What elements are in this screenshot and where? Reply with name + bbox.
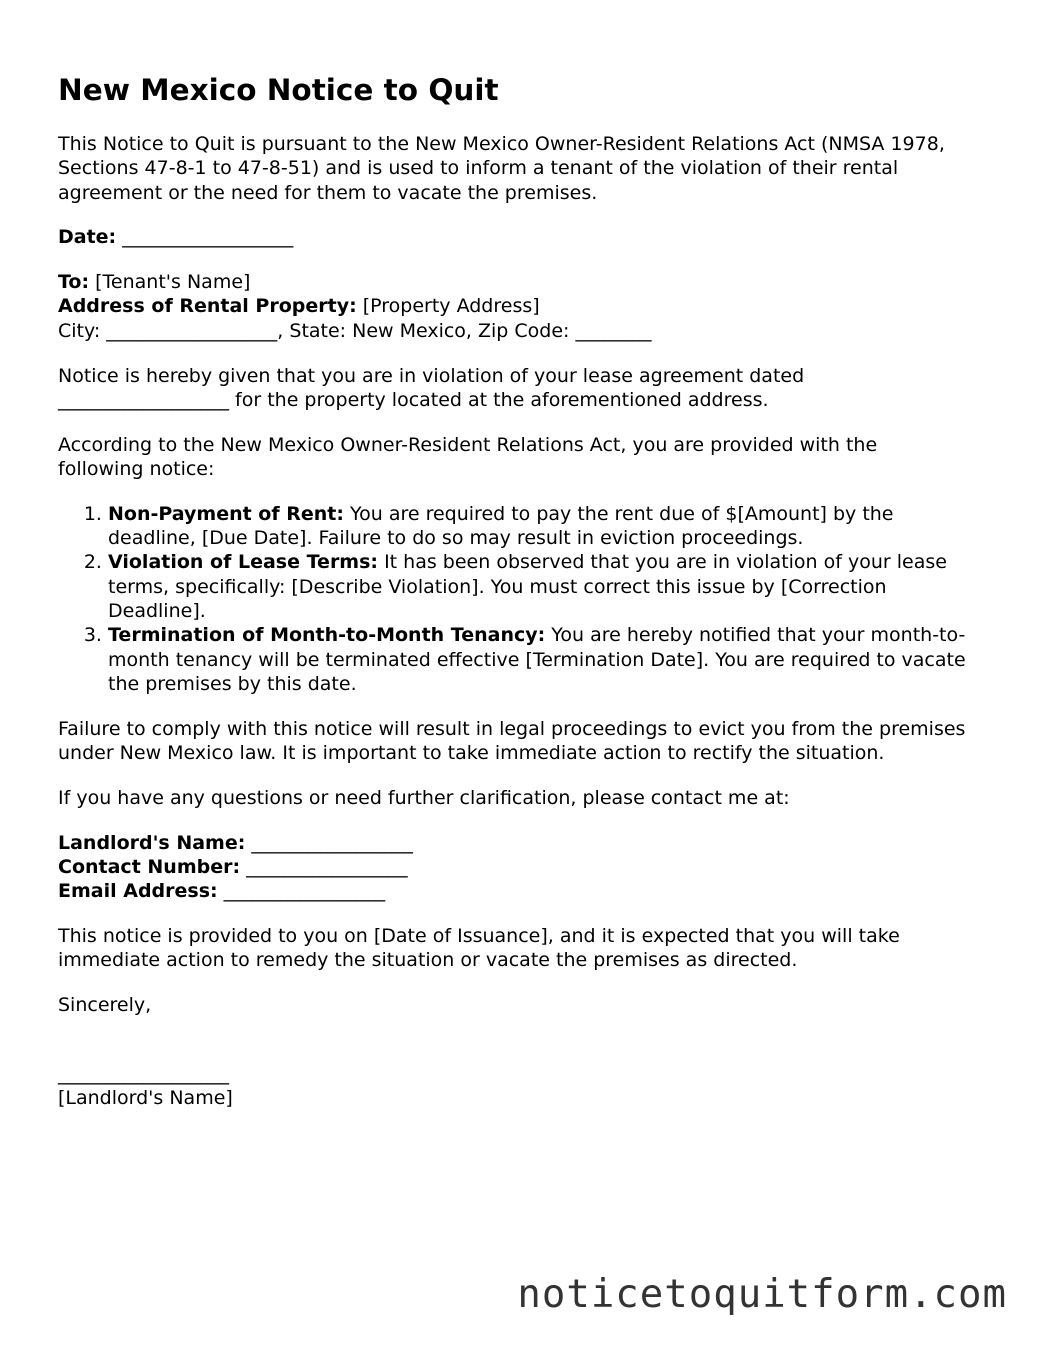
notice-document bbox=[58, 70, 968, 1131]
footer-watermark: noticetoquitform.com bbox=[517, 1272, 1007, 1317]
item-heading: Violation of Lease Terms: bbox=[108, 551, 379, 574]
city-line: City: __________________, State: New Mexico, Zip Code: ________ bbox=[58, 319, 652, 342]
signature-space bbox=[58, 1038, 968, 1062]
signature-block bbox=[58, 1062, 968, 1111]
contact-block bbox=[58, 831, 968, 904]
contact-number-label: Contact Number: bbox=[58, 855, 241, 878]
item-text: It has been observed that you are in violation of your lease terms, specifically: [Describe Violation]. You must correct this issue by [Correction Deadline]. bbox=[108, 551, 947, 622]
address-label: Address of Rental Property: bbox=[58, 295, 357, 318]
failure-paragraph: Failure to comply with this notice will result in legal proceedings to evict you from the premises under New Mexico law. It is important to take immediate action to rectify the situation. bbox=[58, 717, 966, 764]
document-title: New Mexico Notice to Quit bbox=[58, 73, 499, 107]
closing-paragraph: This notice is provided to you on [Date of Issuance], and it is expected that you will take immediate action to remedy the situation or vacate the premises as directed. bbox=[58, 924, 900, 972]
signature-name: [Landlord's Name] bbox=[58, 1087, 233, 1110]
email-address-blank: _________________ bbox=[223, 880, 386, 903]
signature-line: __________________ bbox=[58, 1063, 229, 1086]
act-paragraph: According to the New Mexico Owner-Resident Relations Act, you are provided with the following notice: bbox=[58, 433, 878, 480]
to-label: To: bbox=[58, 271, 90, 294]
item-text: You are hereby notified that your month-to-month tenancy will be terminated effective [Termination Date]. You are required to vacate the premises by this date. bbox=[108, 624, 966, 695]
notice-items-list bbox=[58, 502, 968, 696]
item-text: You are required to pay the rent due of $[Amount] by the deadline, [Due Date]. Failure to do so may result in eviction proceedings. bbox=[108, 502, 894, 550]
signoff: Sincerely, bbox=[58, 994, 152, 1017]
contact-intro: If you have any questions or need further clarification, please contact me at: bbox=[58, 786, 790, 809]
date-line bbox=[58, 225, 968, 249]
violation-paragraph: Notice is hereby given that you are in violation of your lease agreement dated __________________ for the property located at the aforementioned address. bbox=[58, 364, 805, 411]
intro-paragraph: This Notice to Quit is pursuant to the New Mexico Owner-Resident Relations Act (NMSA 1978, Sections 47-8-1 to 47-8-51) and is used to inform a tenant of the violation of their rental agreement or the need for them to vacate the premises. bbox=[58, 133, 945, 204]
date-label: Date: bbox=[58, 226, 117, 249]
contact-number-blank: _________________ bbox=[246, 855, 408, 878]
to-value: [Tenant's Name] bbox=[95, 271, 251, 294]
list-item bbox=[108, 550, 968, 623]
landlord-name-label: Landlord's Name: bbox=[58, 831, 246, 854]
email-address-label: Email Address: bbox=[58, 880, 218, 903]
item-heading: Non-Payment of Rent: bbox=[108, 502, 344, 525]
address-value: [Property Address] bbox=[362, 295, 540, 318]
recipient-block bbox=[58, 270, 968, 343]
list-item bbox=[108, 502, 968, 551]
landlord-name-blank: _________________ bbox=[251, 831, 413, 854]
list-item bbox=[108, 623, 968, 696]
item-heading: Termination of Month-to-Month Tenancy: bbox=[108, 624, 546, 647]
date-blank: __________________ bbox=[122, 226, 294, 249]
